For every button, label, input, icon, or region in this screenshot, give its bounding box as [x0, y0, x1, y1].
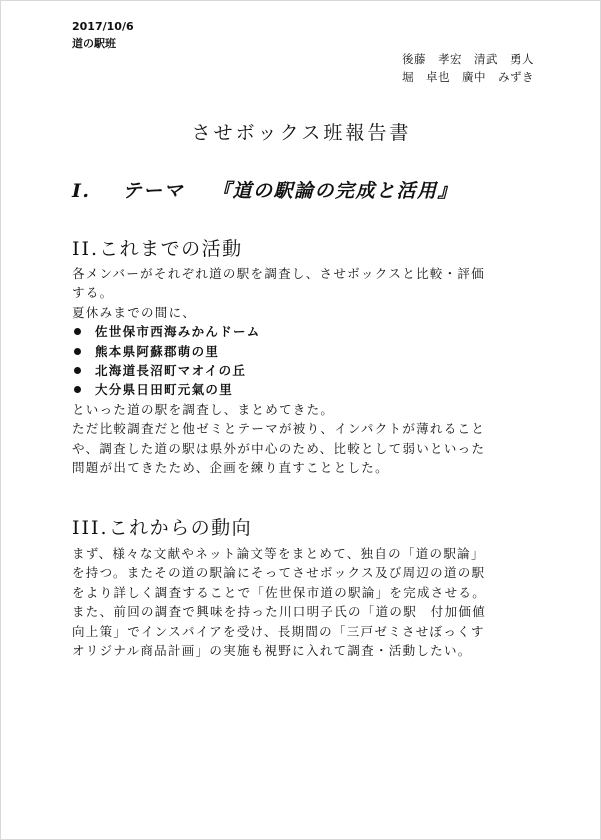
section-1-heading — [72, 176, 458, 203]
group-name: 道の駅班 — [72, 37, 116, 50]
section-1-numeral: I. — [72, 180, 91, 202]
section-1-theme: 『道の駅論の完成と活用』 — [212, 180, 459, 202]
report-date: 2017/10/6 — [72, 20, 134, 33]
section-2-numeral: II. — [72, 238, 100, 260]
bullet-item — [72, 322, 542, 341]
body-line: また、前回の調査で興味を持った川口明子氏の「道の駅 付加価値 — [72, 604, 487, 620]
document-title: させボックス班報告書 — [191, 122, 412, 144]
section-1-label: テーマ — [122, 180, 185, 202]
body-line: 問題が出てきたため、企画を練り直すこととした。 — [72, 460, 389, 476]
member-list — [402, 50, 534, 86]
header-info — [72, 18, 134, 52]
bullet-text: 大分県日田町元氣の里 — [95, 382, 234, 398]
body-line: まず、様々な文献やネット論文等をまとめて、独自の「道の駅論」 — [72, 546, 485, 561]
body-line: をより詳しく調査することで「佐世保市道の駅論」を完成させる。 — [72, 584, 487, 600]
body-line: 各メンバーがそれぞれ道の駅を調査し、させボックスと比較・評価 — [72, 266, 486, 281]
section-3-heading — [72, 513, 252, 540]
bullet-icon — [74, 348, 81, 355]
section-2-title: これまでの活動 — [99, 238, 243, 260]
bullet-item — [72, 361, 542, 380]
bullet-icon — [74, 367, 81, 374]
section-3-body — [72, 544, 542, 660]
bullet-text: 熊本県阿蘇郡萌の里 — [95, 343, 220, 359]
section-3-numeral: III. — [72, 517, 109, 539]
members-line-2: 堀 卓也 廣中 みずき — [402, 70, 534, 84]
bullet-icon — [74, 386, 81, 393]
section-2-heading — [72, 234, 243, 261]
section-2-body — [72, 264, 542, 477]
bullet-text: 佐世保市西海みかんドーム — [95, 324, 261, 340]
body-line: といった道の駅を調査し、まとめてきた。 — [72, 401, 335, 417]
body-line: 向上策」でインスパイアを受け、長期間の「三戸ゼミさせぼっくす — [72, 623, 485, 639]
body-line: や、調査した道の駅は県外が中心のため、比較として弱いといった — [72, 440, 486, 456]
body-line: ただ比較調査だと他ゼミとテーマが被り、インパクトが薄れること — [72, 421, 486, 437]
bullet-item — [72, 342, 542, 361]
body-line: オリジナル商品計画」の実施も視野に入れて調査・活動したい。 — [72, 643, 472, 659]
body-line: 夏休みまでの間に、 — [72, 304, 197, 320]
bullet-text: 北海道長沼町マオイの丘 — [95, 363, 247, 379]
body-line: する。 — [72, 285, 114, 301]
bullet-item — [72, 380, 542, 399]
body-line: を持つ。またその道の駅論にそってさせボックス及び周辺の道の駅 — [72, 565, 486, 581]
members-line-1: 後藤 孝宏 清武 勇人 — [402, 52, 534, 66]
bullet-icon — [74, 328, 81, 335]
section-3-title: これからの動向 — [108, 517, 253, 539]
